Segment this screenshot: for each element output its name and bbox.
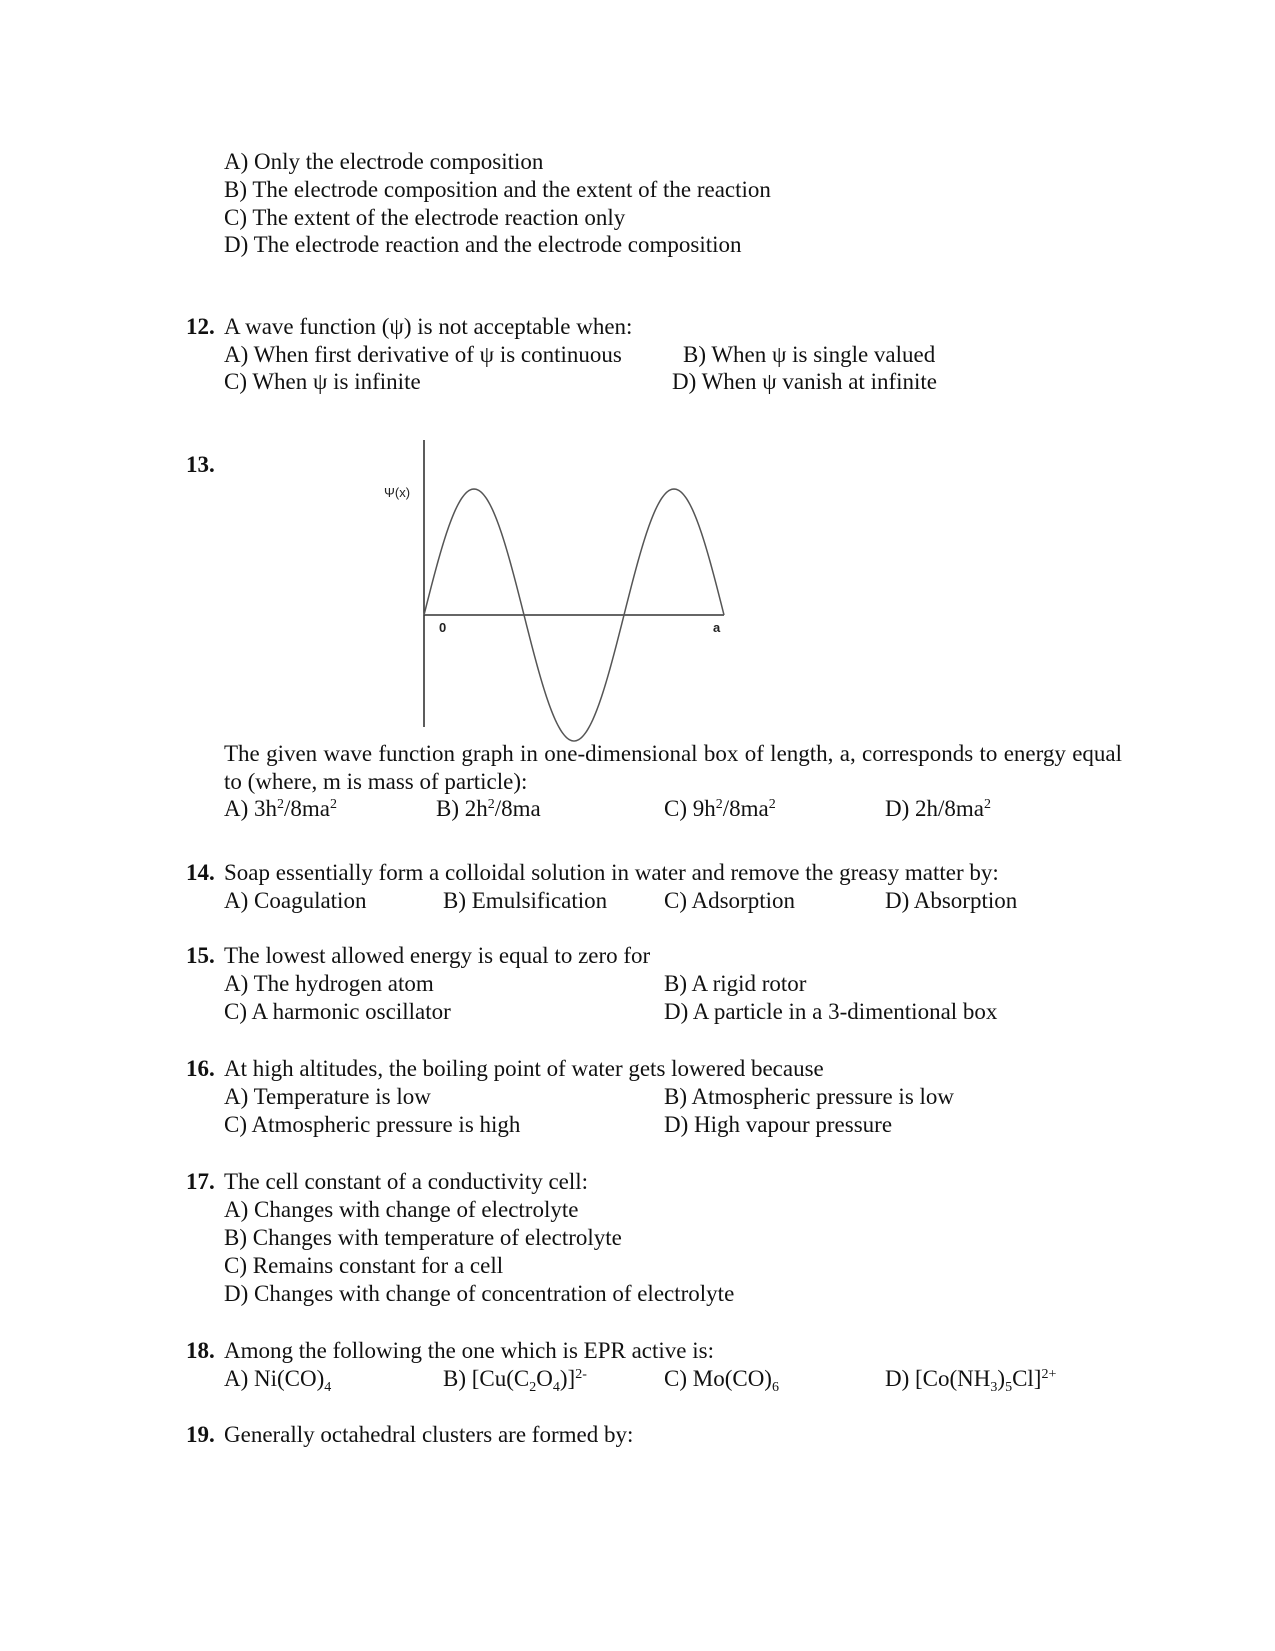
q13-a-sup2: 2 — [330, 797, 338, 812]
q17-option-a: A) Changes with change of electrolyte — [224, 1197, 579, 1222]
y-axis-label: Ψ(x) — [384, 485, 411, 500]
origin-label: 0 — [439, 620, 447, 635]
q18-b-sup1: 2- — [575, 1367, 587, 1382]
q13-number: 13. — [186, 452, 215, 477]
q13-d-text: D) 2h/8ma — [885, 796, 985, 821]
q12-stem: A wave function (ψ) is not acceptable when: — [224, 314, 633, 339]
q13-option-c — [664, 795, 776, 823]
q14-option-b: B) Emulsification — [443, 888, 608, 913]
q18-number: 18. — [186, 1338, 215, 1363]
q18-d-text1: D) [Co(NH — [885, 1366, 991, 1391]
q14-number: 14. — [186, 860, 215, 885]
q18-stem: Among the following the one which is EPR active is: — [224, 1338, 714, 1363]
q18-d-sub2: 5 — [1005, 1380, 1013, 1395]
q14-option-c: C) Adsorption — [664, 888, 795, 913]
q18-a-sub1: 4 — [324, 1380, 332, 1395]
q15-stem: The lowest allowed energy is equal to zero for — [224, 943, 651, 968]
q16-stem: At high altitudes, the boiling point of water gets lowered because — [224, 1056, 824, 1081]
q12-option-d: D) When ψ vanish at infinite — [672, 369, 937, 394]
q17-option-b: B) Changes with temperature of electrolyte — [224, 1225, 622, 1250]
q11-option-a: A) Only the electrode composition — [224, 149, 544, 174]
q12-option-b: B) When ψ is single valued — [683, 342, 936, 367]
q13-c-sup1: 2 — [715, 797, 723, 812]
q18-b-text1: B) [Cu(C — [443, 1366, 530, 1391]
q18-d-sup1: 2+ — [1041, 1367, 1057, 1382]
q15-option-b: B) A rigid rotor — [664, 971, 807, 996]
q18-b-sub2: 4 — [552, 1380, 560, 1395]
q11-option-c: C) The extent of the electrode reaction only — [224, 205, 626, 230]
q18-option-d — [885, 1365, 1056, 1393]
q13-option-d — [885, 795, 991, 823]
q13-a-mid: /8ma — [284, 796, 331, 821]
q18-a-text: A) Ni(CO) — [224, 1366, 325, 1391]
q13-b-sup1: 2 — [487, 797, 495, 812]
q13-c-sup2: 2 — [768, 797, 776, 812]
q17-option-c: C) Remains constant for a cell — [224, 1253, 504, 1278]
q13-a-text: A) 3h — [224, 796, 278, 821]
q16-option-c: C) Atmospheric pressure is high — [224, 1112, 521, 1137]
q17-stem: The cell constant of a conductivity cell: — [224, 1169, 589, 1194]
q18-b-sub1: 2 — [529, 1380, 537, 1395]
q18-option-c — [664, 1365, 779, 1393]
q18-b-text3: )] — [559, 1366, 576, 1391]
q13-a-sup1: 2 — [277, 797, 285, 812]
q11-option-d: D) The electrode reaction and the electrode composition — [224, 232, 742, 257]
q16-option-a: A) Temperature is low — [224, 1084, 431, 1109]
q18-d-text2: ) — [997, 1366, 1006, 1391]
q13-option-b — [436, 795, 541, 823]
q15-option-a: A) The hydrogen atom — [224, 971, 434, 996]
q13-d-sup1: 2 — [984, 797, 992, 812]
q15-number: 15. — [186, 943, 215, 968]
q14-option-d: D) Absorption — [885, 888, 1018, 913]
q17-option-d: D) Changes with change of concentration of electrolyte — [224, 1281, 735, 1306]
q18-d-sub1: 3 — [990, 1380, 998, 1395]
q18-c-sub1: 6 — [771, 1380, 779, 1395]
q18-b-text2: O — [536, 1366, 553, 1391]
q18-option-b — [443, 1365, 587, 1393]
q18-option-a — [224, 1365, 331, 1393]
q19-number: 19. — [186, 1422, 215, 1447]
q17-number: 17. — [186, 1169, 215, 1194]
q13-stem: The given wave function graph in one-dimensional box of length, a, corresponds to energy equal to (where, m is mass of particle): — [224, 741, 1122, 794]
q12-number: 12. — [186, 314, 215, 339]
q19-stem: Generally octahedral clusters are formed by: — [224, 1422, 634, 1447]
q16-option-b: B) Atmospheric pressure is low — [664, 1084, 955, 1109]
q15-option-c: C) A harmonic oscillator — [224, 999, 451, 1024]
q12-option-c: C) When ψ is infinite — [224, 369, 421, 394]
q16-number: 16. — [186, 1056, 215, 1081]
q18-c-text: C) Mo(CO) — [664, 1366, 772, 1391]
q16-option-d: D) High vapour pressure — [664, 1112, 893, 1137]
q13-c-mid: /8ma — [722, 796, 769, 821]
q14-stem: Soap essentially form a colloidal solution in water and remove the greasy matter by: — [224, 860, 999, 885]
q13-c-text: C) 9h — [664, 796, 716, 821]
q12-option-a: A) When first derivative of ψ is continuous — [224, 342, 622, 367]
q14-option-a: A) Coagulation — [224, 888, 367, 913]
wave-function-graph — [384, 435, 740, 735]
q13-b-mid: /8ma — [494, 796, 541, 821]
q13-option-a — [224, 795, 337, 823]
end-label: a — [713, 620, 721, 635]
q15-option-d: D) A particle in a 3-dimentional box — [664, 999, 998, 1024]
q13-b-text: B) 2h — [436, 796, 488, 821]
q18-d-text3: Cl] — [1012, 1366, 1042, 1391]
q11-option-b: B) The electrode composition and the extent of the reaction — [224, 177, 771, 202]
